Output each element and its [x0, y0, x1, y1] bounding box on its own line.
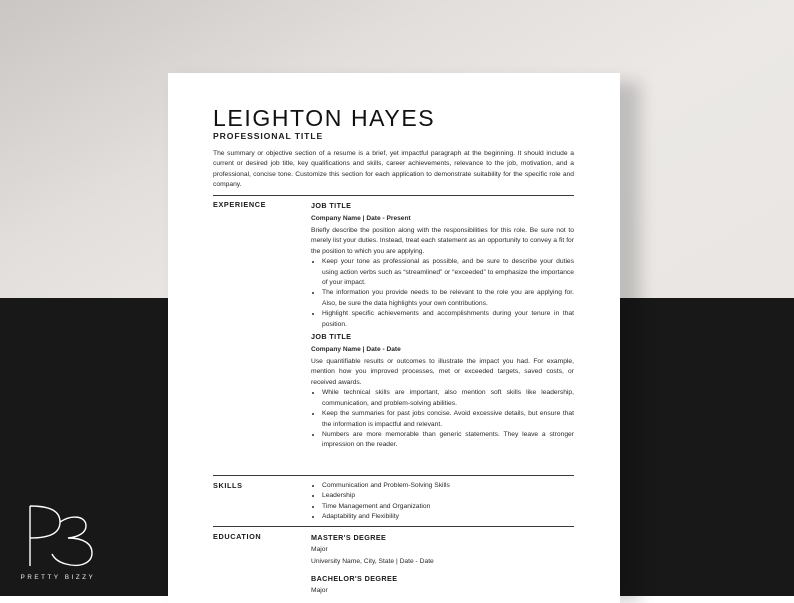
- summary-paragraph: The summary or objective section of a resume is a brief, yet impactful paragraph at the beginning. It should include a current or desired job title, key qualifications and skills, career achievements, relevance to the job, motivation, and a professional, concise tone. Customize this section for each application to demonstrate suitability for the specific role and company.: [213, 150, 574, 189]
- job-bullet: • The information you provide needs to be relevant to the role you are applying for. Also, be sure the data highlights your own contributions.: [322, 288, 574, 309]
- job-bullet: • While technical skills are important, also mention soft skills like leadership, communication, and problem-solving abilities.: [322, 388, 574, 409]
- section-divider: [213, 526, 574, 527]
- job-title: JOB TITLE: [311, 201, 352, 210]
- education-section: [311, 532, 574, 597]
- experience-label: EXPERIENCE: [213, 200, 267, 209]
- job-bullet: • Keep the summaries for past jobs concise. Avoid excessive details, but ensure that the information is impactful and relevant.: [322, 409, 574, 430]
- degree-title: MASTER'S DEGREE: [311, 533, 387, 542]
- job-description: Briefly describe the position along with the responsibilities for this role. Be sure not to merely list your duties. Instead, treat each statement as an opportunity to convey a fit for the position to which you are applying.: [311, 227, 574, 255]
- brand-logo: [8, 500, 108, 585]
- job-description: Use quantifiable results or outcomes to illustrate the impact you had. For example, mention how you improved processes, met or exceeded targets, saved costs, or received awards.: [311, 358, 574, 386]
- degree-meta: University Name, City, State | Date - Date: [311, 558, 434, 565]
- brand-name: PRETTY BIZZY: [20, 574, 96, 581]
- section-divider: [213, 195, 574, 196]
- job-bullet: • Numbers are more memorable than generic statements. They leave a stronger impression on the reader.: [322, 430, 574, 451]
- degree-major: Major: [311, 546, 328, 553]
- degree-entry: [311, 573, 574, 596]
- degree-entry: [311, 532, 574, 567]
- skills-section: [311, 481, 574, 523]
- skill-item: • Adaptability and Flexibility: [322, 512, 574, 522]
- job-bullet: • Keep your tone as professional as possible, and be sure to describe your duties using action verbs such as “streamlined” or “exceeded” to emphasize the importance of your impact.: [322, 257, 574, 288]
- skills-label: SKILLS: [213, 481, 243, 490]
- job-title: JOB TITLE: [311, 332, 352, 342]
- job-bullets: [311, 257, 574, 330]
- skill-item: • Communication and Problem-Solving Skills: [322, 481, 574, 491]
- monogram-icon: [8, 500, 108, 572]
- resume-page: [168, 73, 620, 603]
- job-bullets: [311, 388, 574, 450]
- skills-list: [311, 481, 574, 523]
- skill-item: • Leadership: [322, 491, 574, 501]
- section-divider: [213, 475, 574, 476]
- job-meta: Company Name | Date - Date: [311, 346, 401, 354]
- resume-name: LEIGHTON HAYES: [213, 105, 436, 131]
- professional-title: PROFESSIONAL TITLE: [213, 131, 324, 141]
- experience-section: [311, 200, 574, 451]
- job-bullet: • Highlight specific achievements and accomplishments during your tenure in that position.: [322, 309, 574, 330]
- job-entry: [311, 331, 574, 451]
- education-label: EDUCATION: [213, 532, 262, 541]
- skill-item: • Time Management and Organization: [322, 502, 574, 512]
- job-entry: [311, 200, 574, 330]
- degree-title: BACHELOR'S DEGREE: [311, 574, 398, 584]
- degree-major: Major: [311, 587, 328, 595]
- job-meta: Company Name | Date - Present: [311, 215, 411, 222]
